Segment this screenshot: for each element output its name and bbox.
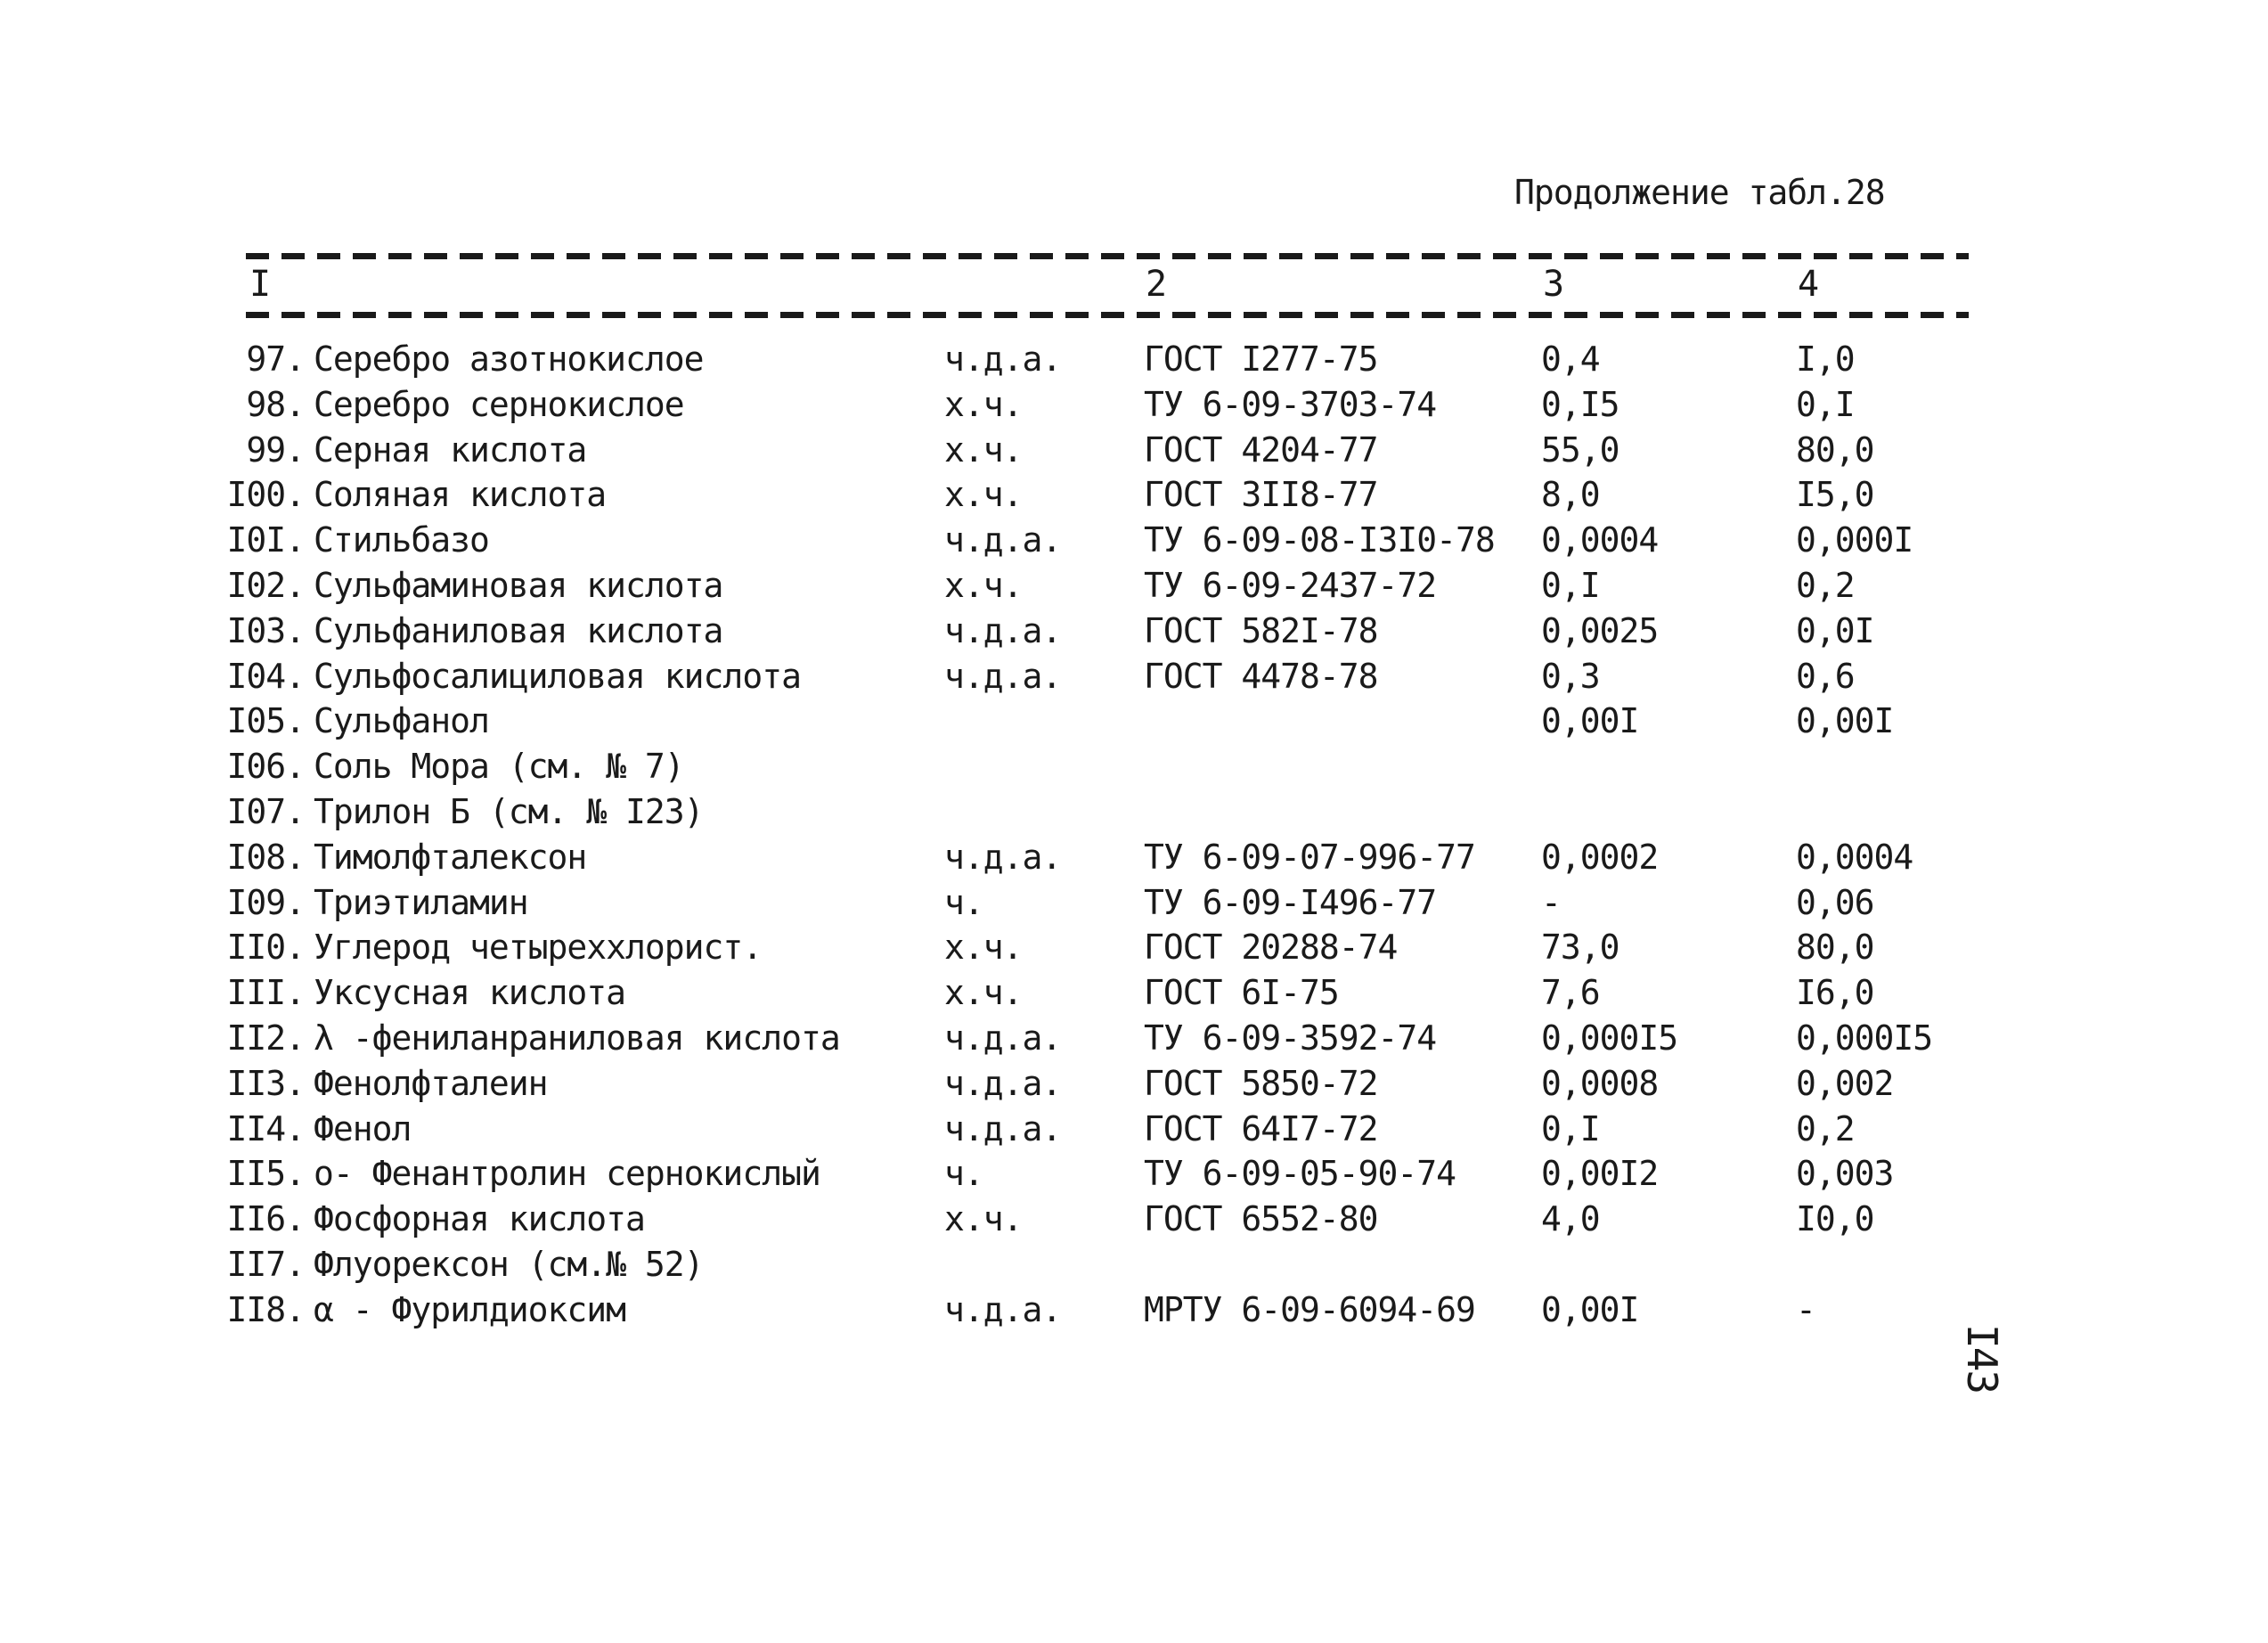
column-header-1: I bbox=[249, 264, 272, 305]
row-number: 97. bbox=[246, 339, 305, 379]
table-row bbox=[0, 656, 2268, 701]
value-col4: 0,003 bbox=[1796, 1154, 1894, 1194]
standard-ref: ТУ 6-09-05-90-74 bbox=[1144, 1154, 1456, 1194]
reagent-name: Сульфосалициловая кислота bbox=[314, 656, 801, 696]
row-number: II0. bbox=[226, 928, 305, 968]
row-number: II4. bbox=[226, 1108, 305, 1148]
value-col3: 0,00I2 bbox=[1541, 1154, 1659, 1194]
value-col4: I,0 bbox=[1796, 339, 1855, 379]
table-row bbox=[0, 565, 2268, 610]
table-row bbox=[0, 1289, 2268, 1335]
standard-ref: ТУ 6-09-I496-77 bbox=[1144, 882, 1437, 922]
row-number: I0I. bbox=[226, 520, 305, 560]
purity-grade: ч.д.а. bbox=[944, 339, 1062, 379]
value-col3: 0,0025 bbox=[1541, 610, 1659, 650]
table-row bbox=[0, 882, 2268, 928]
reagent-name: Трилон Б (см. № I23) bbox=[314, 791, 704, 831]
value-col3: 0,0008 bbox=[1541, 1063, 1659, 1103]
value-col3: 0,3 bbox=[1541, 656, 1600, 696]
value-col3: 55,0 bbox=[1541, 429, 1619, 470]
value-col3: 0,00I bbox=[1541, 701, 1639, 741]
table-row bbox=[0, 972, 2268, 1018]
standard-ref: ТУ 6-09-07-996-77 bbox=[1144, 837, 1475, 877]
purity-grade: ч.д.а. bbox=[944, 656, 1062, 696]
value-col4: 0,002 bbox=[1796, 1063, 1894, 1103]
table-row bbox=[0, 1244, 2268, 1289]
value-col3: 0,0004 bbox=[1541, 520, 1659, 560]
row-number: I02. bbox=[226, 565, 305, 605]
value-col4: 0,00I bbox=[1796, 701, 1894, 741]
standard-ref: ГОСТ 6552-80 bbox=[1144, 1199, 1378, 1239]
purity-grade: х.ч. bbox=[944, 565, 1023, 605]
purity-grade: х.ч. bbox=[944, 928, 1023, 968]
value-col4: 0,2 bbox=[1796, 565, 1855, 605]
standard-ref: ГОСТ 6I-75 bbox=[1144, 973, 1339, 1013]
row-number: I05. bbox=[226, 701, 305, 741]
reagent-name: Стильбазо bbox=[314, 520, 489, 560]
value-col4: 0,06 bbox=[1796, 882, 1874, 922]
standard-ref: ГОСТ 64I7-72 bbox=[1144, 1108, 1378, 1148]
purity-grade: х.ч. bbox=[944, 475, 1023, 515]
reagent-name: Сульфанол bbox=[314, 701, 489, 741]
standard-ref: ТУ 6-09-08-I3I0-78 bbox=[1144, 520, 1495, 560]
column-header-3: 3 bbox=[1543, 264, 1565, 305]
value-col3: 0,00I bbox=[1541, 1289, 1639, 1329]
continuation-caption: Продолжение табл.28 bbox=[1514, 173, 1885, 212]
row-number: I00. bbox=[226, 475, 305, 515]
value-col4: 0,0004 bbox=[1796, 837, 1913, 877]
standard-ref: ГОСТ 20288-74 bbox=[1144, 928, 1398, 968]
row-number: I09. bbox=[226, 882, 305, 922]
table-rule-bottom bbox=[246, 312, 1969, 318]
reagent-name: Сульфаминовая кислота bbox=[314, 565, 723, 605]
value-col4: - bbox=[1796, 1289, 1815, 1329]
purity-grade: ч. bbox=[944, 1154, 983, 1194]
table-row bbox=[0, 746, 2268, 791]
purity-grade: х.ч. bbox=[944, 1199, 1023, 1239]
table-row bbox=[0, 519, 2268, 565]
row-number: III. bbox=[226, 973, 305, 1013]
reagent-name: Уксусная кислота bbox=[314, 973, 626, 1013]
table-row bbox=[0, 927, 2268, 972]
value-col4: 0,0I bbox=[1796, 610, 1874, 650]
table-row bbox=[0, 837, 2268, 882]
reagent-name: Серебро сернокислое bbox=[314, 384, 684, 424]
reagent-name: Соль Мора (см. № 7) bbox=[314, 747, 684, 787]
value-col3: 4,0 bbox=[1541, 1199, 1600, 1239]
standard-ref: ГОСТ 4478-78 bbox=[1144, 656, 1378, 696]
reagent-name: Фосфорная кислота bbox=[314, 1199, 645, 1239]
purity-grade: х.ч. bbox=[944, 973, 1023, 1013]
purity-grade: ч.д.а. bbox=[944, 1108, 1062, 1148]
table-row bbox=[0, 384, 2268, 429]
standard-ref: ГОСТ I277-75 bbox=[1144, 339, 1378, 379]
table-header-row bbox=[0, 264, 2268, 308]
standard-ref: ГОСТ 3II8-77 bbox=[1144, 475, 1378, 515]
standard-ref: ТУ 6-09-2437-72 bbox=[1144, 565, 1437, 605]
column-header-2: 2 bbox=[1146, 264, 1168, 305]
row-number: II6. bbox=[226, 1199, 305, 1239]
table-row bbox=[0, 474, 2268, 519]
table-row bbox=[0, 339, 2268, 384]
table-row bbox=[0, 1108, 2268, 1154]
reagent-name: Соляная кислота bbox=[314, 475, 607, 515]
value-col3: - bbox=[1541, 882, 1561, 922]
value-col3: 0,000I5 bbox=[1541, 1018, 1678, 1058]
row-number: I07. bbox=[226, 791, 305, 831]
reagent-name: Углерод четыреххлорист. bbox=[314, 928, 763, 968]
value-col3: 7,6 bbox=[1541, 973, 1600, 1013]
table-row bbox=[0, 791, 2268, 837]
table-body bbox=[0, 339, 2268, 1335]
row-number: I03. bbox=[226, 610, 305, 650]
table-row bbox=[0, 1018, 2268, 1063]
purity-grade: ч.д.а. bbox=[944, 520, 1062, 560]
value-col4: 0,000I5 bbox=[1796, 1018, 1933, 1058]
value-col4: 0,2 bbox=[1796, 1108, 1855, 1148]
table-row bbox=[0, 1063, 2268, 1108]
purity-grade: ч.д.а. bbox=[944, 1289, 1062, 1329]
table-row bbox=[0, 1198, 2268, 1244]
standard-ref: МРТУ 6-09-6094-69 bbox=[1144, 1289, 1475, 1329]
reagent-name: α - Фурилдиоксим bbox=[314, 1289, 626, 1329]
purity-grade: х.ч. bbox=[944, 384, 1023, 424]
value-col3: 0,I5 bbox=[1541, 384, 1619, 424]
value-col3: 0,4 bbox=[1541, 339, 1600, 379]
standard-ref: ГОСТ 582I-78 bbox=[1144, 610, 1378, 650]
reagent-name: о- Фенантролин сернокислый bbox=[314, 1154, 820, 1194]
reagent-name: Фенолфталеин bbox=[314, 1063, 548, 1103]
standard-ref: ГОСТ 4204-77 bbox=[1144, 429, 1378, 470]
reagent-name: Тимолфталексон bbox=[314, 837, 587, 877]
table-row bbox=[0, 700, 2268, 746]
row-number: I08. bbox=[226, 837, 305, 877]
row-number: II2. bbox=[226, 1018, 305, 1058]
page-number: I43 bbox=[1958, 1324, 2006, 1394]
column-header-4: 4 bbox=[1798, 264, 1820, 305]
purity-grade: ч.д.а. bbox=[944, 610, 1062, 650]
purity-grade: ч.д.а. bbox=[944, 837, 1062, 877]
row-number: I04. bbox=[226, 656, 305, 696]
row-number: II3. bbox=[226, 1063, 305, 1103]
reagent-name: Триэтиламин bbox=[314, 882, 528, 922]
purity-grade: х.ч. bbox=[944, 429, 1023, 470]
reagent-name: Серебро азотнокислое bbox=[314, 339, 704, 379]
row-number: I06. bbox=[226, 747, 305, 787]
row-number: 98. bbox=[246, 384, 305, 424]
value-col3: 0,0002 bbox=[1541, 837, 1659, 877]
value-col4: 0,6 bbox=[1796, 656, 1855, 696]
standard-ref: ГОСТ 5850-72 bbox=[1144, 1063, 1378, 1103]
table-row bbox=[0, 429, 2268, 475]
value-col4: I6,0 bbox=[1796, 973, 1874, 1013]
reagent-name: Флуорексон (см.№ 52) bbox=[314, 1244, 704, 1284]
purity-grade: ч.д.а. bbox=[944, 1063, 1062, 1103]
row-number: II5. bbox=[226, 1154, 305, 1194]
row-number: II7. bbox=[226, 1244, 305, 1284]
value-col4: I5,0 bbox=[1796, 475, 1874, 515]
table-row bbox=[0, 1153, 2268, 1198]
table-rule-top bbox=[246, 253, 1969, 259]
table-row bbox=[0, 610, 2268, 656]
value-col4: 0,000I bbox=[1796, 520, 1913, 560]
reagent-name: Сульфаниловая кислота bbox=[314, 610, 723, 650]
value-col4: 0,I bbox=[1796, 384, 1855, 424]
purity-grade: ч.д.а. bbox=[944, 1018, 1062, 1058]
value-col3: 0,I bbox=[1541, 565, 1600, 605]
standard-ref: ТУ 6-09-3703-74 bbox=[1144, 384, 1437, 424]
row-number: 99. bbox=[246, 429, 305, 470]
reagent-name: λ -фениланраниловая кислота bbox=[314, 1018, 840, 1058]
row-number: II8. bbox=[226, 1289, 305, 1329]
reagent-name: Серная кислота bbox=[314, 429, 587, 470]
value-col3: 8,0 bbox=[1541, 475, 1600, 515]
standard-ref: ТУ 6-09-3592-74 bbox=[1144, 1018, 1437, 1058]
purity-grade: ч. bbox=[944, 882, 983, 922]
value-col4: 80,0 bbox=[1796, 429, 1874, 470]
value-col4: 80,0 bbox=[1796, 928, 1874, 968]
value-col3: 0,I bbox=[1541, 1108, 1600, 1148]
reagent-name: Фенол bbox=[314, 1108, 412, 1148]
value-col4: I0,0 bbox=[1796, 1199, 1874, 1239]
value-col3: 73,0 bbox=[1541, 928, 1619, 968]
